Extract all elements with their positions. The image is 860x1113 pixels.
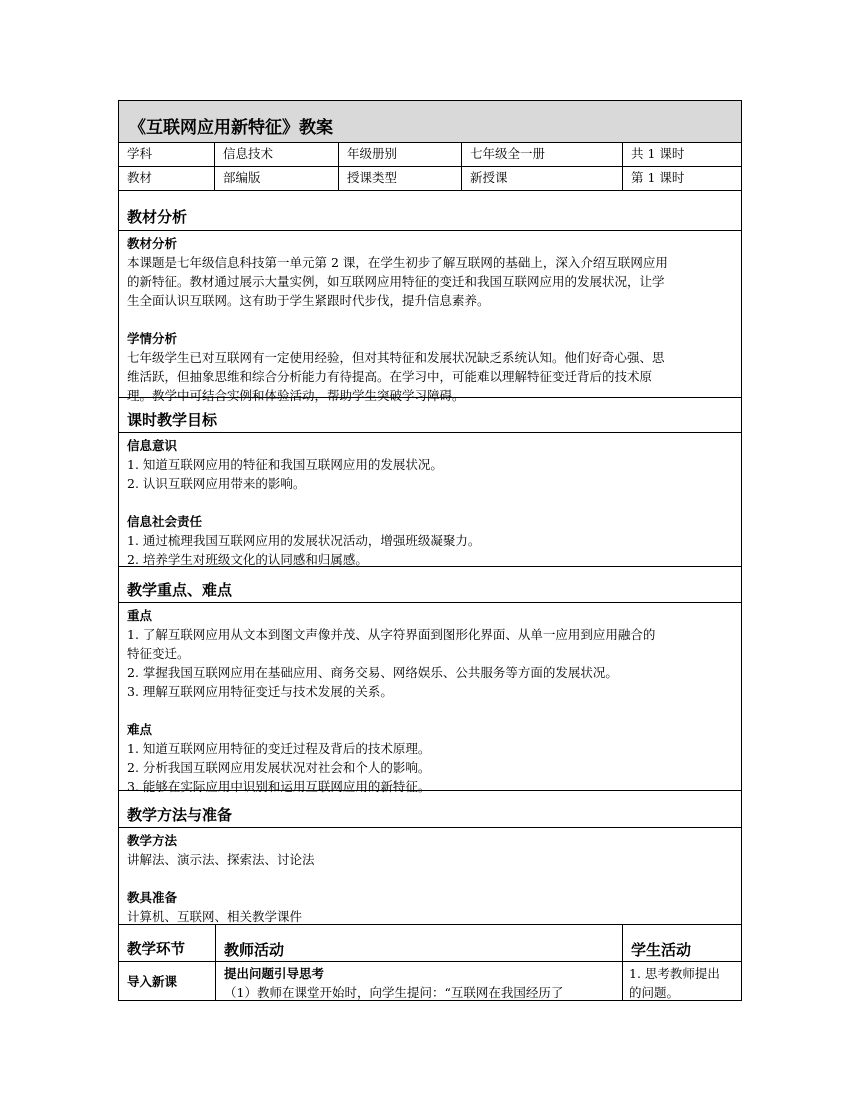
info-cell: 部编版 — [214, 167, 338, 190]
info-cell: 学科 — [127, 146, 153, 161]
teacher-activity-title: 提出问题引导思考 — [224, 966, 325, 981]
info-cell: 新授课 — [461, 167, 622, 190]
subheading: 教材分析 — [127, 236, 178, 251]
list-item: 特征变迁。 — [127, 646, 190, 661]
list-item: 1. 知道互联网应用的特征和我国互联网应用的发展状况。 — [127, 457, 443, 472]
page-title: 《互联网应用新特征》教案 — [129, 118, 333, 138]
paragraph-line: 讲解法、演示法、探索法、讨论法 — [127, 852, 315, 867]
list-item: 1. 了解互联网应用从文本到图文声像并茂、从字符界面到图形化界面、从单一应用到应用融合的 — [127, 627, 656, 642]
paragraph-line: 理。教学中可结合实例和体验活动，帮助学生突破学习障碍。 — [127, 388, 465, 403]
student-activity-line: 1. 思考教师提出 — [629, 966, 720, 981]
list-item: 3. 能够在实际应用中识别和运用互联网应用的新特征。 — [127, 779, 431, 794]
info-cell: 七年级全一册 — [461, 143, 622, 166]
info-cell: 信息技术 — [214, 143, 338, 166]
subheading: 信息意识 — [127, 438, 178, 453]
section-heading-methods: 教学方法与准备 — [119, 791, 741, 828]
info-cell: 共 1 课时 — [622, 143, 741, 166]
subheading: 难点 — [127, 722, 153, 737]
column-header-student: 学生活动 — [631, 941, 692, 959]
paragraph-line: 的新特征。教材通过展示大量实例，如互联网应用特征的变迁和我国互联网应用的发展状况，让学 — [127, 274, 665, 289]
section-body-keypoints — [119, 603, 741, 794]
subheading: 重点 — [127, 608, 153, 623]
subheading: 信息社会责任 — [127, 514, 203, 529]
info-cell: 授课类型 — [338, 167, 461, 190]
column-header-teacher: 教师活动 — [224, 941, 285, 959]
subheading: 教学方法 — [127, 833, 178, 848]
list-item: 1. 知道互联网应用特征的变迁过程及背后的技术原理。 — [127, 741, 431, 756]
list-item: 2. 掌握我国互联网应用在基础应用、商务交易、网络娱乐、公共服务等方面的发展状况。 — [127, 665, 618, 680]
process-row — [119, 962, 741, 1001]
paragraph-line: 七年级学生已对互联网有一定使用经验，但对其特征和发展状况缺乏系统认知。他们好奇心强、思 — [127, 350, 665, 365]
lesson-plan-table — [118, 100, 742, 1001]
subheading: 教具准备 — [127, 890, 178, 905]
section-body-methods — [119, 828, 741, 925]
paragraph-line: 生全面认识互联网。这有助于学生紧跟时代步伐，提升信息素养。 — [127, 293, 490, 308]
paragraph-line: 计算机、互联网、相关教学课件 — [127, 909, 303, 924]
list-item: 2. 培养学生对班级文化的认同感和归属感。 — [127, 552, 368, 567]
info-cell: 年级册别 — [338, 143, 461, 166]
subheading: 学情分析 — [127, 331, 178, 346]
info-row-1 — [119, 143, 741, 167]
info-row-2 — [119, 167, 741, 191]
column-header-stage: 教学环节 — [127, 941, 185, 958]
teacher-activity-line: （1）教师在课堂开始时，向学生提问：“互联网在我国经历了 — [224, 985, 564, 1000]
section-heading-analysis: 教材分析 — [119, 191, 741, 231]
list-item: 1. 通过梳理我国互联网应用的发展状况活动，增强班级凝聚力。 — [127, 533, 481, 548]
paragraph-line: 维活跃，但抽象思维和综合分析能力有待提高。在学习中，可能难以理解特征变迁背后的技术原 — [127, 369, 653, 384]
list-item: 2. 认识互联网应用带来的影响。 — [127, 476, 306, 491]
paragraph-line: 本课题是七年级信息科技第一单元第 2 课，在学生初步了解互联网的基础上，深入介绍互联网应用 — [127, 255, 668, 270]
list-item: 2. 分析我国互联网应用发展状况对社会和个人的影响。 — [127, 760, 431, 775]
list-item: 3. 理解互联网应用特征变迁与技术发展的关系。 — [127, 684, 393, 699]
section-heading-goals: 课时教学目标 — [119, 398, 741, 433]
stage-label: 导入新课 — [127, 974, 178, 989]
process-header-row — [119, 925, 741, 962]
info-cell: 教材 — [127, 170, 153, 185]
title-row — [119, 101, 741, 143]
section-body-analysis — [119, 231, 741, 403]
student-activity-line: 的问题。 — [629, 985, 680, 1000]
section-heading-keypoints: 教学重点、难点 — [119, 567, 741, 603]
info-cell: 第 1 课时 — [622, 167, 741, 190]
section-body-goals — [119, 433, 741, 567]
